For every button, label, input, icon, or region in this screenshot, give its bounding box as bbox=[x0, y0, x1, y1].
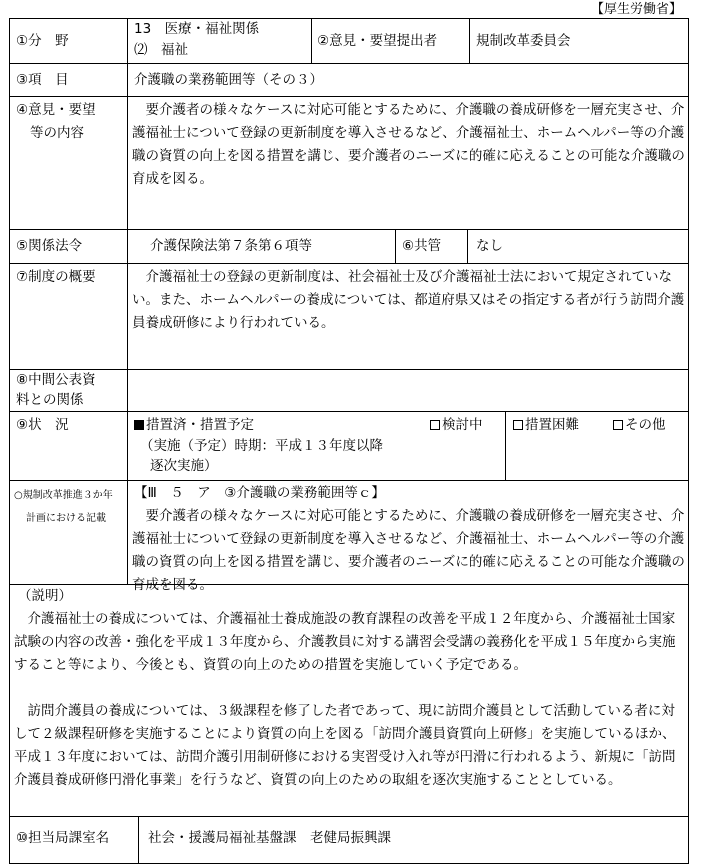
item-value: 介護職の業務範囲等（その３） bbox=[134, 72, 323, 88]
plan-text: 要介護者の様々なケースに対応可能とするために、介護職の養成研修を一層充実させ、介護福祉士について登録の更新制度を導入させるなど、介護福祉士、ホームヘルパー等の介護職の資質の向上を図る措置を講じ、要介護者のニーズに的確に応えることの可能な介護職の育成を図る。 bbox=[132, 508, 685, 593]
row-divider bbox=[10, 411, 688, 412]
row-divider bbox=[10, 96, 688, 97]
checkbox-icon bbox=[430, 420, 440, 430]
plan-label: ○規制改革推進３か年 bbox=[14, 490, 113, 501]
plan-label-sub: 計画における記載 bbox=[26, 513, 106, 524]
bureau-label: ⑩担当局課室名 bbox=[16, 830, 110, 846]
status-impl-period-sub: 逐次実施） bbox=[150, 458, 218, 474]
col-divider bbox=[127, 19, 128, 584]
submitter-label: ②意見・要望提出者 bbox=[317, 33, 438, 49]
request-form-table bbox=[9, 18, 689, 864]
plan-heading: 【Ⅲ ５ ア ③介護職の業務範囲等ｃ】 bbox=[134, 485, 385, 501]
field-value-primary: 13 医療・福祉関係 bbox=[134, 21, 260, 37]
content-label: ④意見・要望 bbox=[16, 102, 96, 118]
bureau-value: 社会・援護局福祉基盤課 老健局振興課 bbox=[148, 830, 391, 846]
row-divider bbox=[10, 369, 688, 370]
joint-value: なし bbox=[476, 238, 503, 254]
col-divider bbox=[138, 816, 139, 863]
law-label: ⑤関係法令 bbox=[16, 238, 83, 254]
status-label: ⑨状 況 bbox=[16, 417, 69, 433]
row-divider bbox=[10, 263, 688, 264]
system-text: 介護福祉士の登録の更新制度は、社会福祉士及び介護福祉士法において規定されていない。また、ホームヘルパーの養成については、都道府県又はその指定する者が行う訪問介護員養成研修により行われている。 bbox=[132, 269, 685, 331]
content-label-sub: 等の内容 bbox=[30, 125, 84, 141]
system-label: ⑦制度の概要 bbox=[16, 269, 96, 285]
status-difficult bbox=[513, 414, 579, 437]
law-value: 介護保険法第７条第６項等 bbox=[150, 238, 312, 254]
checkbox-icon bbox=[613, 420, 623, 430]
explanation-paragraph: 介護福祉士の養成については、介護福祉士養成施設の教育課程の改善を平成１２年度から、介護福祉士国家試験の内容の改善・強化を平成１３年度から、介護教員に対する講習会受講の義務化を平成１５年度から実施すること等により、今後とも、資質の向上のための措置を実施していく予定である。 bbox=[14, 611, 676, 673]
status-impl-period: （実施（予定）時期：平成１３年度以降 bbox=[140, 438, 383, 454]
interim-label-sub: 料との関係 bbox=[16, 392, 84, 408]
field-value-secondary: ⑵ 福祉 bbox=[134, 42, 188, 58]
status-other-label: その他 bbox=[625, 417, 666, 433]
status-done bbox=[134, 414, 254, 437]
submitter-value: 規制改革委員会 bbox=[476, 33, 571, 49]
status-review-label: 検討中 bbox=[442, 417, 483, 433]
row-divider bbox=[10, 480, 688, 481]
row-divider bbox=[10, 229, 688, 230]
status-review bbox=[430, 414, 483, 437]
content-text: 要介護者の様々なケースに対応可能とするために、介護職の養成研修を一層充実させ、介護福祉士について登録の更新制度を導入させるなど、介護福祉士、ホームヘルパー等の介護職の資質の向上を図る措置を講じ、要介護者のニーズに的確に応えることの可能な介護職の育成を図る。 bbox=[132, 102, 685, 187]
explanation-heading: （説明） bbox=[18, 588, 72, 604]
row-divider bbox=[10, 816, 688, 817]
col-divider bbox=[469, 19, 470, 63]
checked-box-icon bbox=[134, 420, 144, 430]
col-divider bbox=[505, 411, 506, 480]
col-divider bbox=[311, 19, 312, 63]
row-divider bbox=[10, 63, 688, 64]
ministry-label: 【厚生労働省】 bbox=[590, 2, 682, 17]
checkbox-icon bbox=[513, 420, 523, 430]
joint-label: ⑥共管 bbox=[402, 238, 442, 254]
status-other bbox=[613, 414, 666, 437]
status-difficult-label: 措置困難 bbox=[525, 417, 579, 433]
item-label: ③項 目 bbox=[16, 72, 69, 88]
explanation-paragraph: 訪問介護員の養成については、３級課程を修了した者であって、現に訪問介護員として活動している者に対して２級課程研修を実施することにより資質の向上を図る「訪問介護員資質向上研修」を実施しているほか、平成１３年度においては、訪問介護引用制研修における実習受け入れ等が円滑に行われるよう、新規に「訪問介護員養成研修円滑化事業」を行うなど、資質の向上のための取組を逐次実施することとしている。 bbox=[14, 703, 676, 788]
col-divider bbox=[467, 229, 468, 263]
field-label: ①分 野 bbox=[16, 33, 69, 49]
interim-label: ⑧中間公表資 bbox=[16, 372, 96, 388]
status-done-label: 措置済・措置予定 bbox=[146, 417, 254, 433]
col-divider bbox=[395, 229, 396, 263]
